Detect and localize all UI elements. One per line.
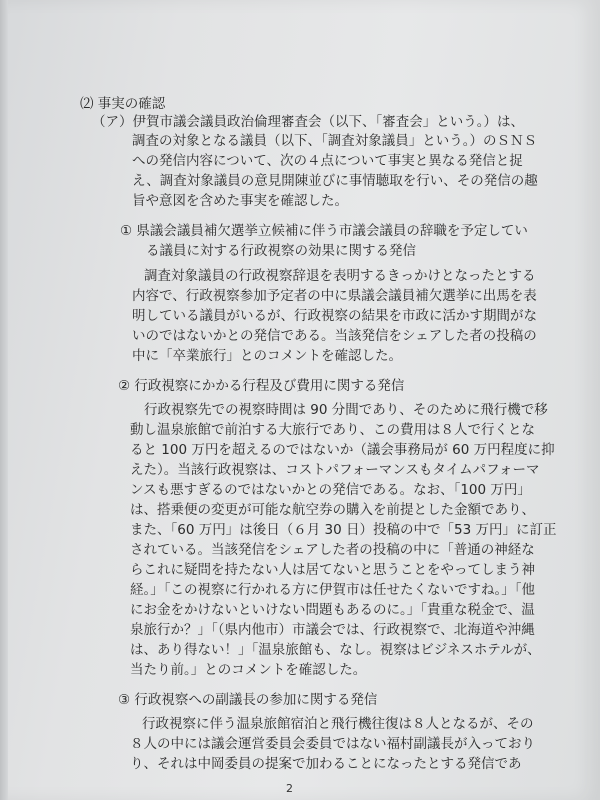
item2-body-line: 経。」「この視察に行かれる方に伊賀市は任せたくないですね。」「他 bbox=[130, 582, 535, 598]
section-heading: ⑵ 事実の確認 bbox=[80, 96, 166, 112]
item2-body-line: 行政視察先での視察時間は 90 分間であり、そのために飛行機で移 bbox=[144, 402, 548, 418]
item2-body-line: 動し温泉旅館で前泊する大旅行であり、この費用は８人で行くとな bbox=[130, 422, 535, 438]
item1-body-line: 中に「卒業旅行」とのコメントを確認した。 bbox=[132, 348, 402, 364]
intro-line: 調査の対象となる議員（以下、「調査対象議員」という。）のＳＮＳ bbox=[132, 133, 537, 149]
item2-body-line: ると 100 万円を超えるのではないか（議会事務局が 60 万円程度に抑 bbox=[130, 442, 555, 458]
item3-body-line: 行政視察に伴う温泉旅館宿泊と飛行機往復は８人となるが、その bbox=[142, 716, 534, 732]
item1-heading: る議員に対する行政視察の効果に関する発信 bbox=[146, 243, 416, 259]
item1-body-line: いのではないかとの発信である。当該発信をシェアした者の投稿の bbox=[132, 328, 537, 344]
intro-line: 旨や意図を含めた事実を確認した。 bbox=[132, 193, 348, 209]
item2-body-line: 当たり前。」とのコメントを確認した。 bbox=[130, 662, 367, 678]
item2-body-line: されている。当該発信をシェアした者の投稿の中に「普通の神経な bbox=[130, 542, 535, 558]
page-number: 2 bbox=[286, 782, 293, 795]
item1-body-line: 調査対象議員の行政視察辞退を表明するきっかけとなったとする bbox=[144, 268, 536, 284]
item2-body-line: らこれに疑問を持たない人は居てないと思うことをやってしまう神 bbox=[130, 562, 535, 578]
item1-body-line: 内容で、行政視察参加予定者の中に県議会議員補欠選挙に出馬を表 bbox=[132, 288, 537, 304]
item1-heading: ① 県議会議員補欠選挙立候補に伴う市議会議員の辞職を予定してい bbox=[120, 223, 528, 239]
intro-line: への発信内容について、次の４点について事実と異なる発信と捉 bbox=[132, 153, 523, 169]
item2-heading: ② 行政視察にかかる行程及び費用に関する発信 bbox=[118, 378, 405, 394]
item2-body-line: 泉旅行か？」「（県内他市）市議会では、行政視察で、北海道や沖縄 bbox=[130, 622, 535, 638]
item2-body-line: にお金をかけないといけない問題もあるのに。」「貴重な税金で、温 bbox=[130, 602, 535, 618]
intro-line: （ア）伊賀市議会議員政治倫理審査会（以下、「審査会」という。）は、 bbox=[92, 114, 524, 130]
item2-body-line: は、搭乗便の変更が可能な航空券の購入を前提とした金額であり、 bbox=[130, 502, 535, 518]
item1-body-line: 明している議員がいるが、行政視察の結果を市政に活かす期間がな bbox=[132, 308, 537, 324]
item2-body-line: ンスも悪すぎるのではないかとの発信である。なお、「100 万円」 bbox=[130, 482, 531, 498]
page-fold-shadow bbox=[0, 0, 8, 800]
intro-line: え、調査対象議員の意見開陳並びに事情聴取を行い、その発信の趣 bbox=[132, 173, 538, 189]
item3-heading: ③ 行政視察への副議長の参加に関する発信 bbox=[118, 692, 378, 708]
item3-body-line: ８人の中には議会運営委員会委員ではない福村副議長が入っており bbox=[130, 736, 535, 752]
item2-body-line: また、「60 万円」は後日（６月 30 日）投稿の中で「53 万円」に訂正 bbox=[130, 522, 557, 538]
item2-body-line: えた）。当該行政視察は、コストパフォーマンスもタイムパフォーマ bbox=[130, 462, 540, 478]
item2-body-line: は、あり得ない！」「温泉旅館も、なし。視察はビジネスホテルが、 bbox=[130, 642, 541, 658]
item3-body-line: り、それは中岡委員の提案で加わることになったとする発信であ bbox=[130, 756, 522, 772]
